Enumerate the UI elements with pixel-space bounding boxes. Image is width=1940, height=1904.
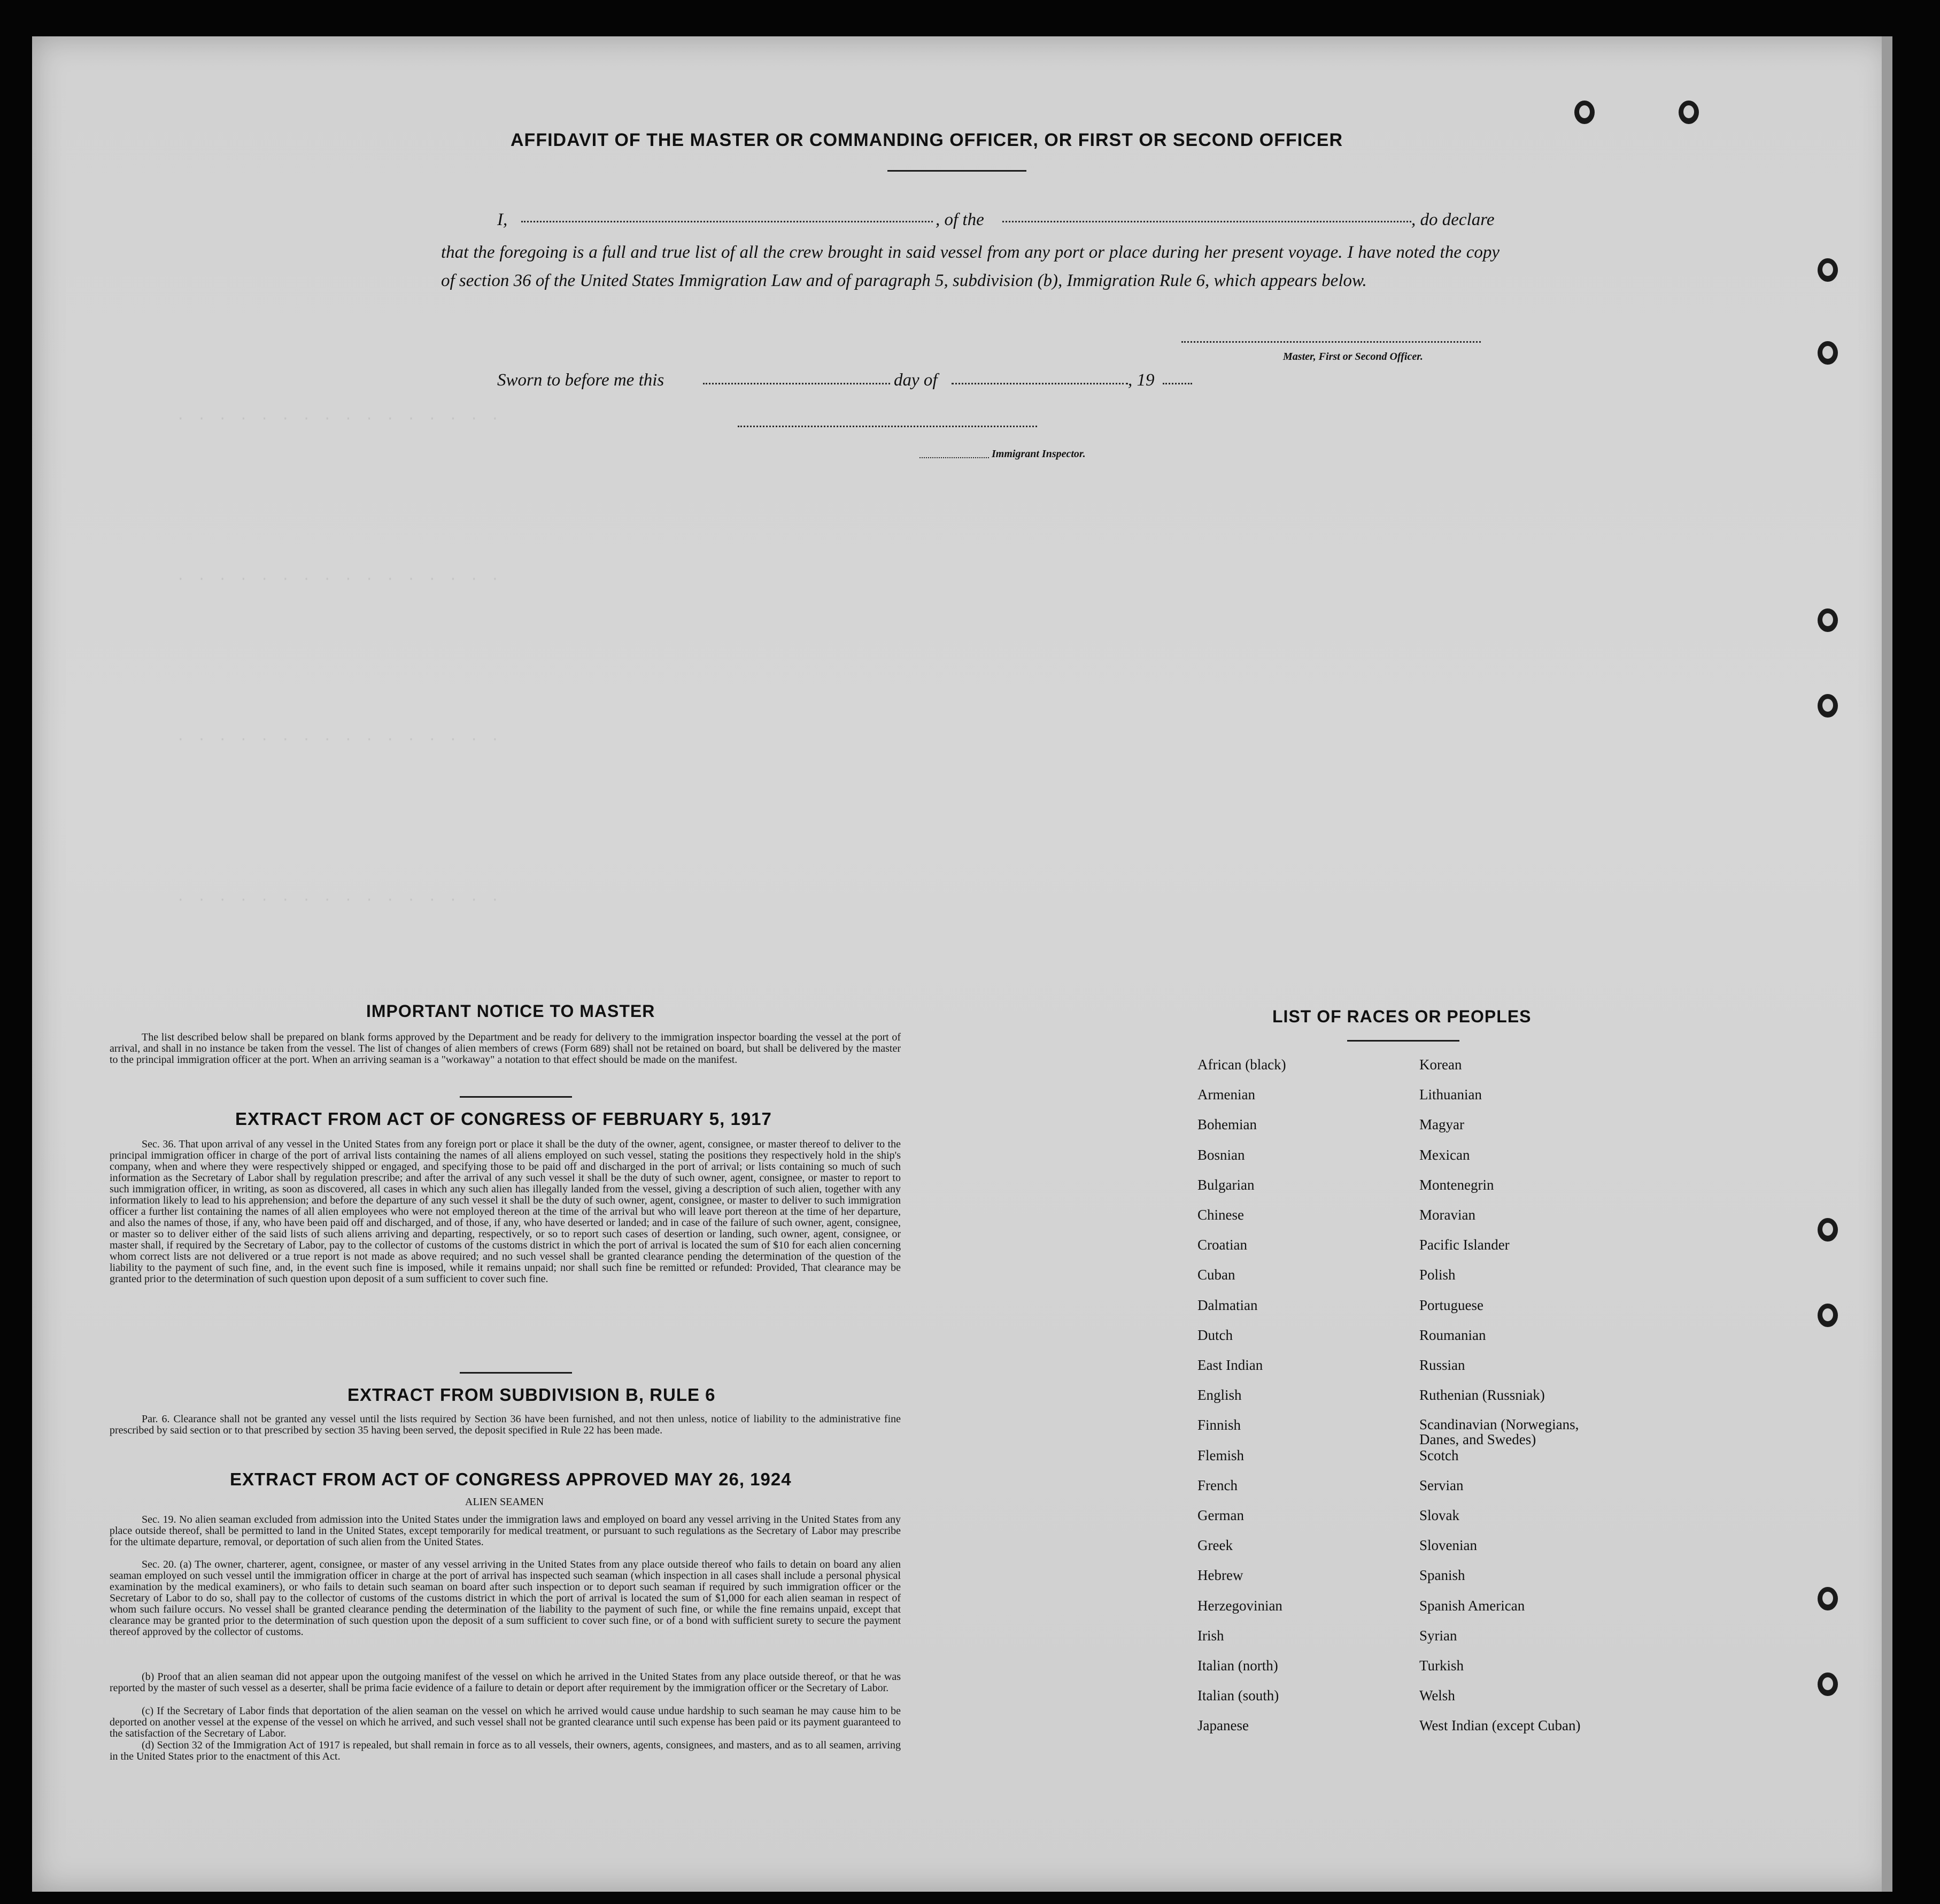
- race-item: Bosnian: [1197, 1146, 1245, 1163]
- race-item: Roumanian: [1419, 1327, 1486, 1343]
- vessel-blank-line[interactable]: [1002, 221, 1411, 222]
- race-item: Portuguese: [1419, 1297, 1483, 1313]
- extract-1924-sec20a: Sec. 20. (a) The owner, charterer, agent, consignee, or master of any vessel arriving in the United States from any place outside thereof who fails to detain on board any alien seaman employed on such vessel until the immigration officer in charge at the port of arrival has inspected such seaman (which inspection in all cases shall include a personal physical examination by the medical examiners), or who fails to detain such seaman on board after such inspection or to deport such seaman if required by such immigration officer or the Secretary of Labor to do so, shall pay to the collector of customs of the customs district in which the port of arrival is located the sum of $1,000 for each alien seaman in respect of whom such failure occurs. No vessel shall be granted clearance pending the determination of the liability to the payment of such fine, or while the fine remains unpaid, except that clearance may be granted prior to the determination of such question upon the deposit of a sum sufficient to cover such fine, or of a bond with sufficient surety to secure the payment thereof approved by the collector of customs.: [110, 1559, 901, 1638]
- affidavit-body: that the foregoing is a full and true list of all the crew brought in said vessel from any port or place during her present voyage. I have noted the copy of section 36 of the United States Immigration Law and of paragraph 5, subdivision (b), Immigration Rule 6, which appears below.: [441, 243, 1500, 290]
- race-item: Dutch: [1197, 1327, 1233, 1343]
- race-item: Croatian: [1197, 1237, 1247, 1253]
- affidavit-declare-label: , do declare: [1411, 210, 1495, 229]
- race-item: French: [1197, 1477, 1238, 1493]
- race-item: Pacific Islander: [1419, 1237, 1510, 1253]
- race-item: Scotch: [1419, 1447, 1459, 1463]
- race-item: Greek: [1197, 1537, 1233, 1554]
- sworn-day-of: day of: [894, 371, 938, 390]
- races-left-column: [1197, 1057, 1401, 1768]
- extract-1924-sec19: Sec. 19. No alien seaman excluded from admission into the United States under the immigration laws and employed on board any vessel arriving in the United States from any place outside thereof, shall be permitted to land in the United States, except temporarily for medical treatment, or pursuant to such regulations as the Secretary of Labor may prescribe for the ultimate departure, removal, or deportation of such alien from the United States.: [110, 1514, 901, 1548]
- sworn-year: , 19: [1128, 371, 1155, 390]
- race-item: African (black): [1197, 1057, 1286, 1073]
- document-page: · · · · · · · · · · · · · · · · · · · · · · · · · · · · · · · · · · · · · · · · · · · · · · · · · · · · · · · · · · · · · · · · AFFIDAVIT OF THE MASTER OR COMMANDING OFFICER, OR FIRST OR SECOND OFFICER I, , of the , do declare that the foregoing is a full and true list of all the crew brought in said vessel from any port or place during her present voyage. I have noted the copy of section 36 of the United States Immigration Law and of paragraph 5, subdivision (b), Immigration Rule 6, which appears below. Master, First or Second Officer. Sworn to before me this day of , 19 Immigrant Inspector. IMPORTANT NOTICE TO MASTER The list described below shall be prepared on blank forms approved by the Department and be ready for delivery to the immigration inspector boarding the vessel at the port of arrival, and shall in no instance be taken from the vessel. The list of changes of alien members of crews (Form 689) shall not be retained on board, but shall be delivered by the master to the principal immigration officer at the port. When an arriving seaman is a "workaway" a notation to that effect should be made on the manifest. EXTRACT FROM ACT OF CONGRESS OF FEBRUARY 5, 1917 Sec. 36. That upon arrival of any vessel in the United States from any foreign port or place it shall be the duty of the owner, agent, consignee, or master thereof to deliver to the principal immigration officer in charge of the port of arrival lists containing the names of all aliens employed on such vessel, stating the positions they respectively hold in the ship's company, when and where they were respectively shipped or engaged, and specifying those to be paid off and discharged in the port of arrival; or lists containing so much of such information as the Secretary of Labor shall by regulation prescribe; and after the arrival of any such vessel it shall be the duty of such owner, agent, consignee, or master to report to such immigration officer, in writing, as soon as discovered, all cases in which any such alien has illegally landed from the vessel, giving a description of such alien, together with any information likely to lead to his apprehension; and before the departure of any such vessel it shall be the duty of such owner, agent, consignee, or master to deliver to such immigration officer a further list containing the names of all alien employees who were not employed thereon at the time of the arrival but who will leave port thereon at the time of her departure, and also the names of those, if any, who have been paid off and discharged, and of those, if any, who have deserted or landed; and in case of the failure of such owner, agent, consignee, or master so to deliver either of the said lists of such aliens arriving and departing, respectively, or so to report such cases of desertion or landing, such owner, agent, consignee, or master shall, if required by the Secretary of Labor, pay to the collector of customs of the customs district in which the port of arrival is located the sum of $10 for each alien concerning whom correct lists are not delivered or a true report is not made as above required; and no such vessel shall be granted clearance pending the determination of the question of the liability to the payment of such fine, and, in the event such fine is imposed, while it remains unpaid; nor shall such fine be remitted or refunded: Provided, That clearance may be granted prior to the determination of such question upon deposit of a sum sufficient to cover such fine. EXTRACT FROM SUBDIVISION B, RULE 6 Par. 6. Clearance shall not be granted any vessel until the lists required by Section 36 have been furnished, and not then unless, notice of liability to the administrative fine prescribed by said section or to that prescribed by section 35 having been served, the deposit specified in Rule 22 has been made. EXTRACT FROM ACT OF CONGRESS APPROVED MAY 26, 1924 ALIEN SEAMEN Sec. 19. No alien seaman excluded from admission into the United States under the immigration laws and employed on board any vessel arriving in the United States from any place outside thereof, shall be permitted to land in the United States, except temporarily for medical treatment, or pursuant to such regulations as the Secretary of Labor may prescribe for the ultimate departure, removal, or deportation of such alien from the United States. Sec. 20. (a) The owner, charterer, agent, consignee, or master of any vessel arriving in the United States from any place outside thereof who fails to detain on board any alien seaman employed on such vessel until the immigration officer in charge at the port of arrival has inspected such seaman (which inspection in all cases shall include a personal physical examination by the medical examiners), or who fails to detain such seaman on board after such inspection or to deport such seaman if required by such immigration officer or the Secretary of Labor to do so, shall pay to the collector of customs of the customs district in which the port of arrival is located the sum of $1,000 for each alien seaman in respect of whom such failure occurs. No vessel shall be granted clearance pending the determination of the liability to the payment of such fine, or while the fine remains unpaid, except that clearance may be granted prior to the determination of such question upon the deposit of a sum sufficient to cover such fine, or of a bond with sufficient surety to secure the payment thereof approved by the collector of customs. (b) Proof that an alien seaman did not appear upon the outgoing manifest of the vessel on which he arrived in the United States from any place outside thereof, or that he was reported by the master of such vessel as a deserter, shall be prima facie evidence of a failure to detain or deport after requirement by the immigration officer or the Secretary of Labor. (c) If the Secretary of Labor finds that deportation of the alien seaman on the vessel on which he arrived would cause undue hardship to such seaman he may cause him to be deported on another vessel at the expense of the vessel on which he arrived, and such vessel shall not be granted clearance until such expense has been paid or its payment guaranteed to the satisfaction of the Secretary of Labor. (d) Section 32 of the Immigration Act of 1917 is repealed, but shall remain in force as to all vessels, their owners, agents, consignees, and masters, and as to all seamen, arriving in the United States prior to the enactment of this Act. LIST OF RACES OR PEOPLES African (black) Armenian Bohemian Bosnian Bulgarian Chinese Croatian Cuban Dalmatian Dutch East Indian English Finnish Flemish French German Greek Hebrew Herzegovinian Irish Italian (north) Italian (south) Japanese Korean Lithuanian Magyar Mexican Montenegrin Moravian Pacific Islander Polish Portuguese Roumanian Russian Ruthenian (Russniak) Scandinavian (Norwegians, Danes, and Swedes) Scotch Servian Slovak Slovenian Spanish Spanish American Syrian Turkish Welsh West Indian (except Cuban): [32, 36, 1892, 1892]
- affidavit-of-the-label: , of the: [936, 210, 984, 229]
- affidavit-i-label: I,: [497, 210, 508, 229]
- extract-1924-title: EXTRACT FROM ACT OF CONGRESS APPROVED MAY 26, 1924: [230, 1469, 792, 1489]
- extract-1924-subtitle: ALIEN SEAMEN: [465, 1496, 544, 1508]
- race-item: Turkish: [1419, 1658, 1464, 1674]
- race-item: Bohemian: [1197, 1116, 1257, 1133]
- extract-rule6-title: EXTRACT FROM SUBDIVISION B, RULE 6: [347, 1385, 716, 1405]
- inspector-signature-line[interactable]: [738, 426, 1037, 427]
- race-item: Bulgarian: [1197, 1176, 1255, 1193]
- race-item: Herzegovinian: [1197, 1597, 1282, 1614]
- races-right-column: [1419, 1057, 1665, 1768]
- race-item: Irish: [1197, 1627, 1224, 1644]
- race-item: Finnish: [1197, 1417, 1241, 1433]
- inspector-label-leader: [919, 457, 989, 458]
- race-item: Montenegrin: [1419, 1176, 1494, 1193]
- extract-1924-sec20c: (c) If the Secretary of Labor finds that deportation of the alien seaman on the vessel on which he arrived would cause undue hardship to such seaman he may cause him to be deported on another vessel at the expense of the vessel on which he arrived, and such vessel shall not be granted clearance until such expense has been paid or its payment guaranteed to the satisfaction of the Secretary of Labor.: [110, 1705, 901, 1739]
- race-item: Spanish: [1419, 1567, 1465, 1584]
- signature-label: Master, First or Second Officer.: [1283, 351, 1423, 363]
- race-item: Spanish American: [1419, 1597, 1525, 1614]
- sworn-month-blank[interactable]: [952, 383, 1128, 384]
- race-item: Italian (north): [1197, 1658, 1278, 1674]
- name-blank-line[interactable]: [521, 221, 933, 222]
- race-item: Lithuanian: [1419, 1086, 1482, 1103]
- races-title: LIST OF RACES OR PEOPLES: [1272, 1007, 1532, 1026]
- race-item: Dalmatian: [1197, 1297, 1258, 1313]
- inspector-label: Immigrant Inspector.: [992, 448, 1086, 460]
- race-item: Slovak: [1419, 1507, 1460, 1523]
- race-item: Hebrew: [1197, 1567, 1243, 1584]
- race-item: Servian: [1419, 1477, 1464, 1493]
- race-item: German: [1197, 1507, 1244, 1523]
- affidavit-title-rule: [887, 170, 1026, 172]
- race-item: Scandinavian (Norwegians, Danes, and Swedes): [1419, 1416, 1579, 1448]
- extract-rule6-body: Par. 6. Clearance shall not be granted any vessel until the lists required by Section 36 have been furnished, and not then unless, notice of liability to the administrative fine prescribed by said section or to that prescribed by section 35 having been served, the deposit specified in Rule 22 has been made.: [110, 1413, 901, 1436]
- signature-blank-line[interactable]: [1181, 341, 1481, 343]
- race-item: Cuban: [1197, 1267, 1235, 1283]
- extract-1917-body: Sec. 36. That upon arrival of any vessel in the United States from any foreign port or place it shall be the duty of the owner, agent, consignee, or master thereof to deliver to the principal immigration officer in charge of the port of arrival lists containing the names of all aliens employed on such vessel, stating the positions they respectively hold in the ship's company, when and where they were respectively shipped or engaged, and specifying those to be paid off and discharged in the port of arrival; or lists containing so much of such information as the Secretary of Labor shall by regulation prescribe; and after the arrival of any such vessel it shall be the duty of such owner, agent, consignee, or master to report to such immigration officer, in writing, as soon as discovered, all cases in which any such alien has illegally landed from the vessel, giving a description of such alien, together with any information likely to lead to his apprehension; and before the departure of any such vessel it shall be the duty of such owner, agent, consignee, or master to deliver to such immigration officer a further list containing the names of all alien employees who were not employed thereon at the time of the arrival but who will leave port thereon at the time of her departure, and also the names of those, if any, who have been paid off and discharged, and of those, if any, who have deserted or landed; and in case of the failure of such owner, agent, consignee, or master so to deliver either of the said lists of such aliens arriving and departing, respectively, or so to report such cases of desertion or landing, such owner, agent, consignee, or master shall, if required by the Secretary of Labor, pay to the collector of customs of the customs district in which the port of arrival is located the sum of $10 for each alien concerning whom correct lists are not delivered or a true report is not made as above required; and no such vessel shall be granted clearance pending the determination of the question of the liability to the payment of such fine, and, in the event such fine is imposed, while it remains unpaid; nor shall such fine be remitted or refunded: Provided, That clearance may be granted prior to the determination of such question upon deposit of a sum sufficient to cover such fine.: [110, 1138, 901, 1285]
- race-item: Magyar: [1419, 1116, 1464, 1133]
- race-item: Syrian: [1419, 1627, 1457, 1644]
- race-item: Italian (south): [1197, 1687, 1279, 1704]
- sworn-day-blank[interactable]: [703, 383, 890, 384]
- notice-rule: [460, 1096, 572, 1098]
- extract-1924-sec20d: (d) Section 32 of the Immigration Act of 1917 is repealed, but shall remain in force as to all vessels, their owners, agents, consignees, and masters, and as to all seamen, arriving in the United States prior to the enactment of this Act.: [110, 1739, 901, 1762]
- race-item: Korean: [1419, 1057, 1462, 1073]
- races-title-rule: [1347, 1040, 1459, 1042]
- notice-body: The list described below shall be prepared on blank forms approved by the Department and be ready for delivery to the immigration inspector boarding the vessel at the port of arrival, and shall in no instance be taken from the vessel. The list of changes of alien members of crews (Form 689) shall not be retained on board, but shall be delivered by the master to the principal immigration officer at the port. When an arriving seaman is a "workaway" a notation to that effect should be made on the manifest.: [110, 1031, 901, 1066]
- race-item: Japanese: [1197, 1717, 1249, 1734]
- race-item: Mexican: [1419, 1146, 1470, 1163]
- race-item: Chinese: [1197, 1207, 1244, 1223]
- race-item: Moravian: [1419, 1207, 1475, 1223]
- race-item: Polish: [1419, 1267, 1456, 1283]
- extract-1924-sec20b: (b) Proof that an alien seaman did not appear upon the outgoing manifest of the vessel on which he arrived in the United States from any place outside thereof, or that he was reported by the master of such vessel as a deserter, shall be prima facie evidence of a failure to detain or deport after requirement by the immigration officer or the Secretary of Labor.: [110, 1671, 901, 1694]
- race-item: Armenian: [1197, 1086, 1255, 1103]
- sworn-prefix: Sworn to before me this: [497, 371, 664, 390]
- affidavit-title: AFFIDAVIT OF THE MASTER OR COMMANDING OFFICER, OR FIRST OR SECOND OFFICER: [511, 130, 1343, 150]
- race-item: Flemish: [1197, 1447, 1245, 1463]
- race-item: Russian: [1419, 1357, 1465, 1373]
- sheet-edge: [1882, 36, 1892, 1892]
- race-item: Ruthenian (Russniak): [1419, 1387, 1545, 1404]
- notice-title: IMPORTANT NOTICE TO MASTER: [366, 1001, 655, 1021]
- race-item: West Indian (except Cuban): [1419, 1717, 1581, 1734]
- race-item: Welsh: [1419, 1687, 1455, 1704]
- extract-1917-title: EXTRACT FROM ACT OF CONGRESS OF FEBRUARY 5, 1917: [235, 1109, 772, 1129]
- sworn-year-blank[interactable]: [1163, 383, 1192, 384]
- race-item: English: [1197, 1387, 1242, 1404]
- extract-1917-rule: [460, 1372, 572, 1374]
- race-item: East Indian: [1197, 1357, 1263, 1373]
- race-item: Slovenian: [1419, 1537, 1477, 1554]
